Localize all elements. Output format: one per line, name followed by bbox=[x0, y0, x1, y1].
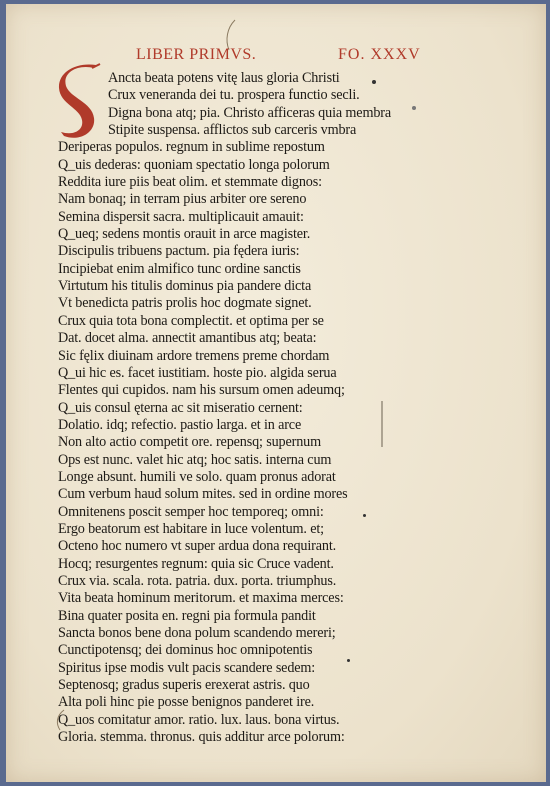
text-line: Q_uis dederas: quoniam spectatio longa polorum bbox=[58, 156, 330, 173]
text-line: Flentes qui cupidos. nam his sursum omen adeumq; bbox=[58, 382, 345, 399]
text-line: Dolatio. idq; refectio. pastio larga. et in arce bbox=[58, 416, 302, 433]
text-line: Discipulis tribuens pactum. pia fędera iuris: bbox=[58, 243, 300, 260]
text-line: Dat. docet alma. annectit amantibus atq; beata: bbox=[58, 330, 317, 347]
text-line: Vita beata hominum meritorum. et maxima merces: bbox=[58, 590, 344, 607]
ink-dot bbox=[347, 659, 350, 662]
text-line: Q_uos comitatur amor. ratio. lux. laus. bona virtus. bbox=[58, 711, 340, 728]
text-line: Ops est nunc. valet hic atq; hoc satis. interna cum bbox=[58, 451, 332, 468]
folio-number: FO. XXXV bbox=[338, 46, 421, 63]
text-line: Crux quia tota bona complectit. et optima per se bbox=[58, 312, 324, 329]
verse-text bbox=[58, 70, 518, 746]
running-head: LIBER PRIMVS. bbox=[136, 46, 257, 63]
text-line: Crux via. scala. rota. patria. dux. porta. triumphus. bbox=[58, 572, 337, 589]
text-line: Q_ui hic es. facet iustitiam. hoste pio. algida serua bbox=[58, 364, 337, 381]
text-line: Stipite suspensa. afflictos sub carceris vmbra bbox=[108, 122, 357, 139]
text-line: Q_uis consul ęterna ac sit miseratio cernent: bbox=[58, 399, 303, 416]
text-line: Cunctipotensq; dei dominus hoc omnipotentis bbox=[58, 642, 313, 659]
text-line: Octeno hoc numero vt super ardua dona requirant. bbox=[58, 538, 337, 555]
text-line: Spiritus ipse modis vult pacis scandere sedem: bbox=[58, 659, 316, 676]
text-line: Deriperas populos. regnum in sublime repostum bbox=[58, 139, 325, 156]
ink-dot bbox=[363, 514, 366, 517]
text-line: Reddita iure piis beat olim. et stemmate dignos: bbox=[58, 174, 322, 191]
text-line: Omnitenens poscit semper hoc temporeq; omni: bbox=[58, 503, 324, 520]
text-line: Longe absunt. humili ve solo. quam pronus adorat bbox=[58, 468, 336, 485]
ink-dot bbox=[372, 80, 376, 84]
text-line: Crux veneranda dei tu. prospera functio secli. bbox=[108, 87, 360, 104]
text-line: Vt benedicta patris prolis hoc dogmate signet. bbox=[58, 295, 312, 312]
margin-stroke bbox=[378, 399, 386, 449]
text-line: Incipiebat enim almifico tunc ordine sanctis bbox=[58, 260, 301, 277]
text-line: Digna bona atq; pia. Christo afficeras quia membra bbox=[108, 104, 391, 121]
text-line: Bina quater posita en. regni pia formula pandit bbox=[58, 607, 316, 624]
text-line: Nam bonaq; in terram pius arbiter ore sereno bbox=[58, 191, 307, 208]
text-line: Gloria. stemma. thronus. quis additur arce polorum: bbox=[58, 729, 345, 746]
text-line: Septenosq; gradus superis erexerat astris. quo bbox=[58, 677, 310, 694]
text-line: Ergo beatorum est habitare in luce volentum. et; bbox=[58, 520, 324, 537]
text-line: Sic fęlix diuinam ardore tremens preme chordam bbox=[58, 347, 330, 364]
pen-flourish-bottom bbox=[50, 708, 70, 732]
text-line: Alta poli hinc pie posse benignos panderet ire. bbox=[58, 694, 315, 711]
text-line: Q_ueq; sedens montis orauit in arce magister. bbox=[58, 226, 311, 243]
text-line: Cum verbum haud solum mites. sed in ordine mores bbox=[58, 486, 348, 503]
manuscript-page bbox=[6, 4, 546, 782]
text-line: Virtutum his titulis dominus pia pandere dicta bbox=[58, 278, 312, 295]
text-line: Sancta bonos bene dona polum scandendo mereri; bbox=[58, 625, 336, 641]
text-line: Hocq; resurgentes regnum: quia sic Cruce vadent. bbox=[58, 555, 334, 572]
text-line: Ancta beata potens vitę laus gloria Christi bbox=[108, 70, 340, 86]
ink-dot bbox=[412, 106, 416, 110]
text-line: Non alto actio competit ore. repensq; supernum bbox=[58, 434, 321, 451]
text-line: Semina dispersit sacra. multiplicauit amauit: bbox=[58, 208, 304, 225]
